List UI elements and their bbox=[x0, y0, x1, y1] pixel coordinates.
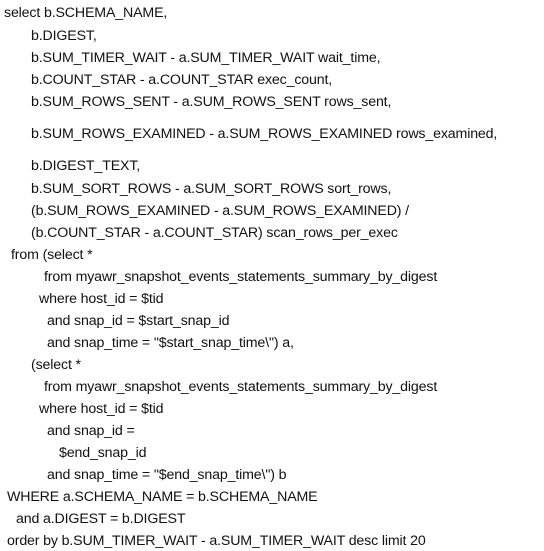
sql-line: from myawr_snapshot_events_statements_summary_by_digest bbox=[44, 269, 438, 285]
sql-line: b.COUNT_STAR - a.COUNT_STAR exec_count, bbox=[31, 72, 333, 88]
sql-line: b.DIGEST, bbox=[31, 28, 97, 44]
sql-line: where host_id = $tid bbox=[39, 291, 164, 307]
sql-line: and snap_id = $start_snap_id bbox=[47, 313, 230, 329]
sql-line: b.SUM_TIMER_WAIT - a.SUM_TIMER_WAIT wait_time, bbox=[31, 50, 381, 66]
sql-line: b.SUM_ROWS_EXAMINED - a.SUM_ROWS_EXAMINED rows_examined, bbox=[31, 126, 498, 142]
sql-line: (b.COUNT_STAR - a.COUNT_STAR) scan_rows_per_exec bbox=[31, 225, 398, 241]
sql-line: and snap_time = "$start_snap_time\") a, bbox=[47, 335, 294, 351]
sql-line: WHERE a.SCHEMA_NAME = b.SCHEMA_NAME bbox=[7, 489, 318, 505]
sql-line: (b.SUM_ROWS_EXAMINED - a.SUM_ROWS_EXAMINED) / bbox=[31, 203, 409, 219]
sql-line: from (select * bbox=[11, 247, 93, 263]
sql-line: and snap_time = "$end_snap_time\") b bbox=[47, 467, 287, 483]
sql-line: select b.SCHEMA_NAME, bbox=[4, 5, 168, 21]
sql-line: where host_id = $tid bbox=[39, 401, 164, 417]
sql-line: b.DIGEST_TEXT, bbox=[31, 158, 141, 174]
sql-line: b.SUM_SORT_ROWS - a.SUM_SORT_ROWS sort_rows, bbox=[31, 181, 392, 197]
sql-line: (select * bbox=[31, 357, 81, 373]
sql-line: from myawr_snapshot_events_statements_summary_by_digest bbox=[44, 379, 438, 395]
sql-line: b.SUM_ROWS_SENT - a.SUM_ROWS_SENT rows_sent, bbox=[31, 94, 392, 110]
sql-line: order by b.SUM_TIMER_WAIT - a.SUM_TIMER_WAIT desc limit 20 bbox=[7, 533, 426, 549]
sql-line: $end_snap_id bbox=[59, 445, 147, 461]
sql-line: and a.DIGEST = b.DIGEST bbox=[16, 511, 186, 527]
sql-line: and snap_id = bbox=[47, 423, 135, 439]
